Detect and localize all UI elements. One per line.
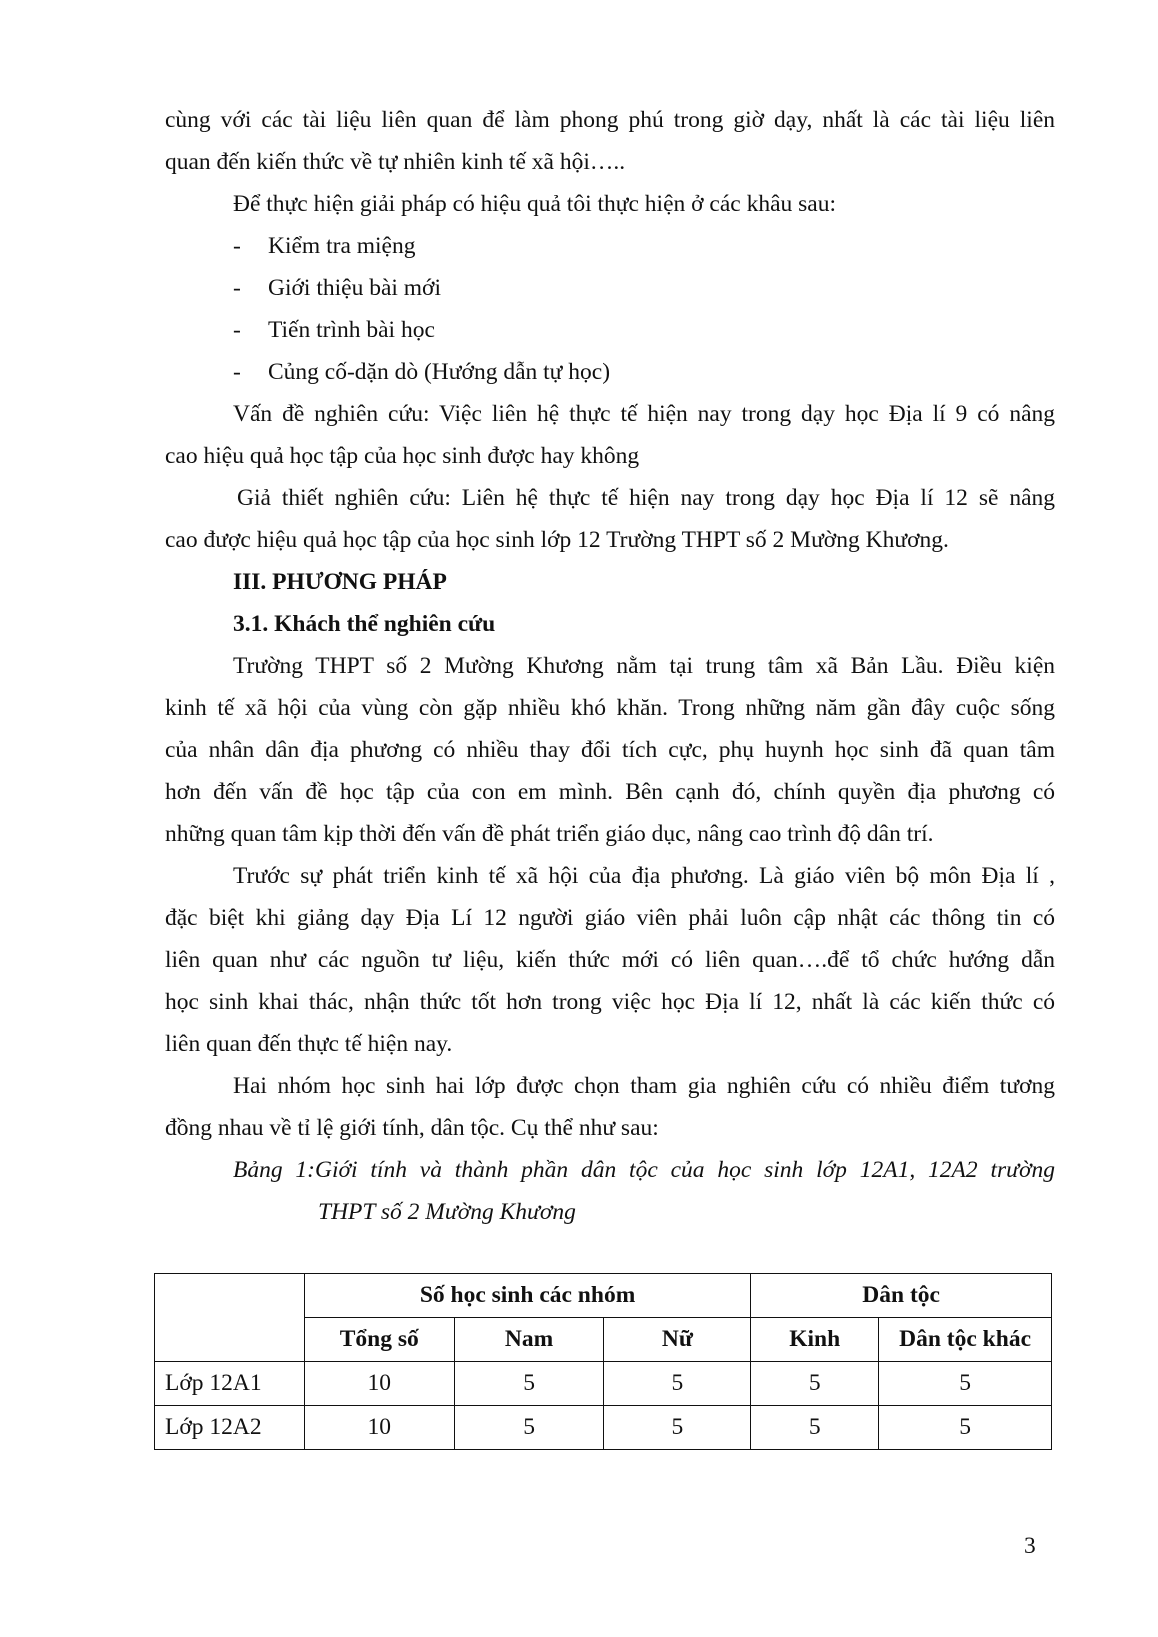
paragraph-line: Vấn đề nghiên cứu: Việc liên hệ thực tế hiện nay trong dạy học Địa lí 9 có nâng xyxy=(233,401,1055,427)
paragraph-line: Trước sự phát triển kinh tế xã hội của địa phương. Là giáo viên bộ môn Địa lí , xyxy=(233,863,1055,889)
paragraph-line: kinh tế xã hội của vùng còn gặp nhiều khó khăn. Trong những năm gần đây cuộc sống xyxy=(165,695,1055,721)
bullet-dash: - xyxy=(233,275,241,301)
bullet-dash: - xyxy=(233,359,241,385)
paragraph-line: những quan tâm kịp thời đến vấn đề phát triển giáo dục, nâng cao trình độ dân trí. xyxy=(165,821,934,847)
table-cell: 10 xyxy=(304,1362,454,1406)
paragraph-line: đồng nhau về tỉ lệ giới tính, dân tộc. Cụ thể như sau: xyxy=(165,1115,659,1141)
paragraph-line: quan đến kiến thức về tự nhiên kinh tế xã hội….. xyxy=(165,149,626,175)
table-column-header: Kinh xyxy=(751,1318,879,1362)
paragraph-line: của nhân dân địa phương có nhiều thay đổi tích cực, phụ huynh học sinh đã quan tâm xyxy=(165,737,1055,763)
bullet-dash: - xyxy=(233,317,241,343)
paragraph-line: Hai nhóm học sinh hai lớp được chọn tham gia nghiên cứu có nhiều điểm tương xyxy=(233,1073,1055,1099)
table-row xyxy=(155,1362,1052,1406)
table-row-label: Lớp 12A2 xyxy=(155,1406,305,1450)
table-row-label: Lớp 12A1 xyxy=(155,1362,305,1406)
list-item: Kiểm tra miệng xyxy=(268,233,416,259)
paragraph-line: Để thực hiện giải pháp có hiệu quả tôi thực hiện ở các khâu sau: xyxy=(233,191,837,217)
table-column-header: Tổng số xyxy=(304,1318,454,1362)
paragraph-line: hơn đến vấn đề học tập của con em mình. Bên cạnh đó, chính quyền địa phương có xyxy=(165,779,1055,805)
table-cell: 10 xyxy=(304,1406,454,1450)
table-cell: 5 xyxy=(751,1406,879,1450)
paragraph-line: cùng với các tài liệu liên quan để làm phong phú trong giờ dạy, nhất là các tài liệu liên xyxy=(165,107,1055,133)
page-number: 3 xyxy=(1024,1533,1036,1559)
paragraph-line: Trường THPT số 2 Mường Khương nằm tại trung tâm xã Bản Lầu. Điều kiện xyxy=(233,653,1055,679)
table-cell: 5 xyxy=(604,1406,751,1450)
paragraph-line: liên quan đến thực tế hiện nay. xyxy=(165,1031,453,1057)
table-cell: 5 xyxy=(454,1406,604,1450)
table-header-row xyxy=(155,1274,1052,1318)
list-item: Giới thiệu bài mới xyxy=(268,275,442,301)
table-caption-continued: THPT số 2 Mường Khương xyxy=(318,1199,576,1225)
subsection-heading: 3.1. Khách thể nghiên cứu xyxy=(233,611,496,637)
section-heading: III. PHƯƠNG PHÁP xyxy=(233,569,447,595)
list-item: Củng cố-dặn dò (Hướng dẫn tự học) xyxy=(268,359,611,385)
list-item: Tiến trình bài học xyxy=(268,317,435,343)
table-caption: Bảng 1:Giới tính và thành phần dân tộc của học sinh lớp 12A1, 12A2 trường xyxy=(233,1157,1055,1183)
paragraph-line: cao được hiệu quả học tập của học sinh lớp 12 Trường THPT số 2 Mường Khương. xyxy=(165,527,949,553)
table-group-header: Dân tộc xyxy=(751,1274,1052,1318)
paragraph-line: liên quan như các nguồn tư liệu, kiến thức mới có liên quan….để tổ chức hướng dẫn xyxy=(165,947,1055,973)
table-cell: 5 xyxy=(604,1362,751,1406)
table-row xyxy=(155,1406,1052,1450)
data-table xyxy=(154,1273,1052,1450)
table-group-header: Số học sinh các nhóm xyxy=(304,1274,750,1318)
table-cell: 5 xyxy=(751,1362,879,1406)
table-column-header: Nữ xyxy=(604,1318,751,1362)
table-column-header: Nam xyxy=(454,1318,604,1362)
paragraph-line: học sinh khai thác, nhận thức tốt hơn trong việc học Địa lí 12, nhất là các kiến thức có xyxy=(165,989,1055,1015)
table-cell: 5 xyxy=(454,1362,604,1406)
table-cell: 5 xyxy=(879,1406,1052,1450)
bullet-dash: - xyxy=(233,233,241,259)
paragraph-line: Giả thiết nghiên cứu: Liên hệ thực tế hiện nay trong dạy học Địa lí 12 sẽ nâng xyxy=(237,485,1055,511)
paragraph-line: đặc biệt khi giảng dạy Địa Lí 12 người giáo viên phải luôn cập nhật các thông tin có xyxy=(165,905,1055,931)
paragraph-line: cao hiệu quả học tập của học sinh được hay không xyxy=(165,443,640,469)
table-cell: 5 xyxy=(879,1362,1052,1406)
table-corner-cell xyxy=(155,1274,305,1362)
table-column-header: Dân tộc khác xyxy=(879,1318,1052,1362)
